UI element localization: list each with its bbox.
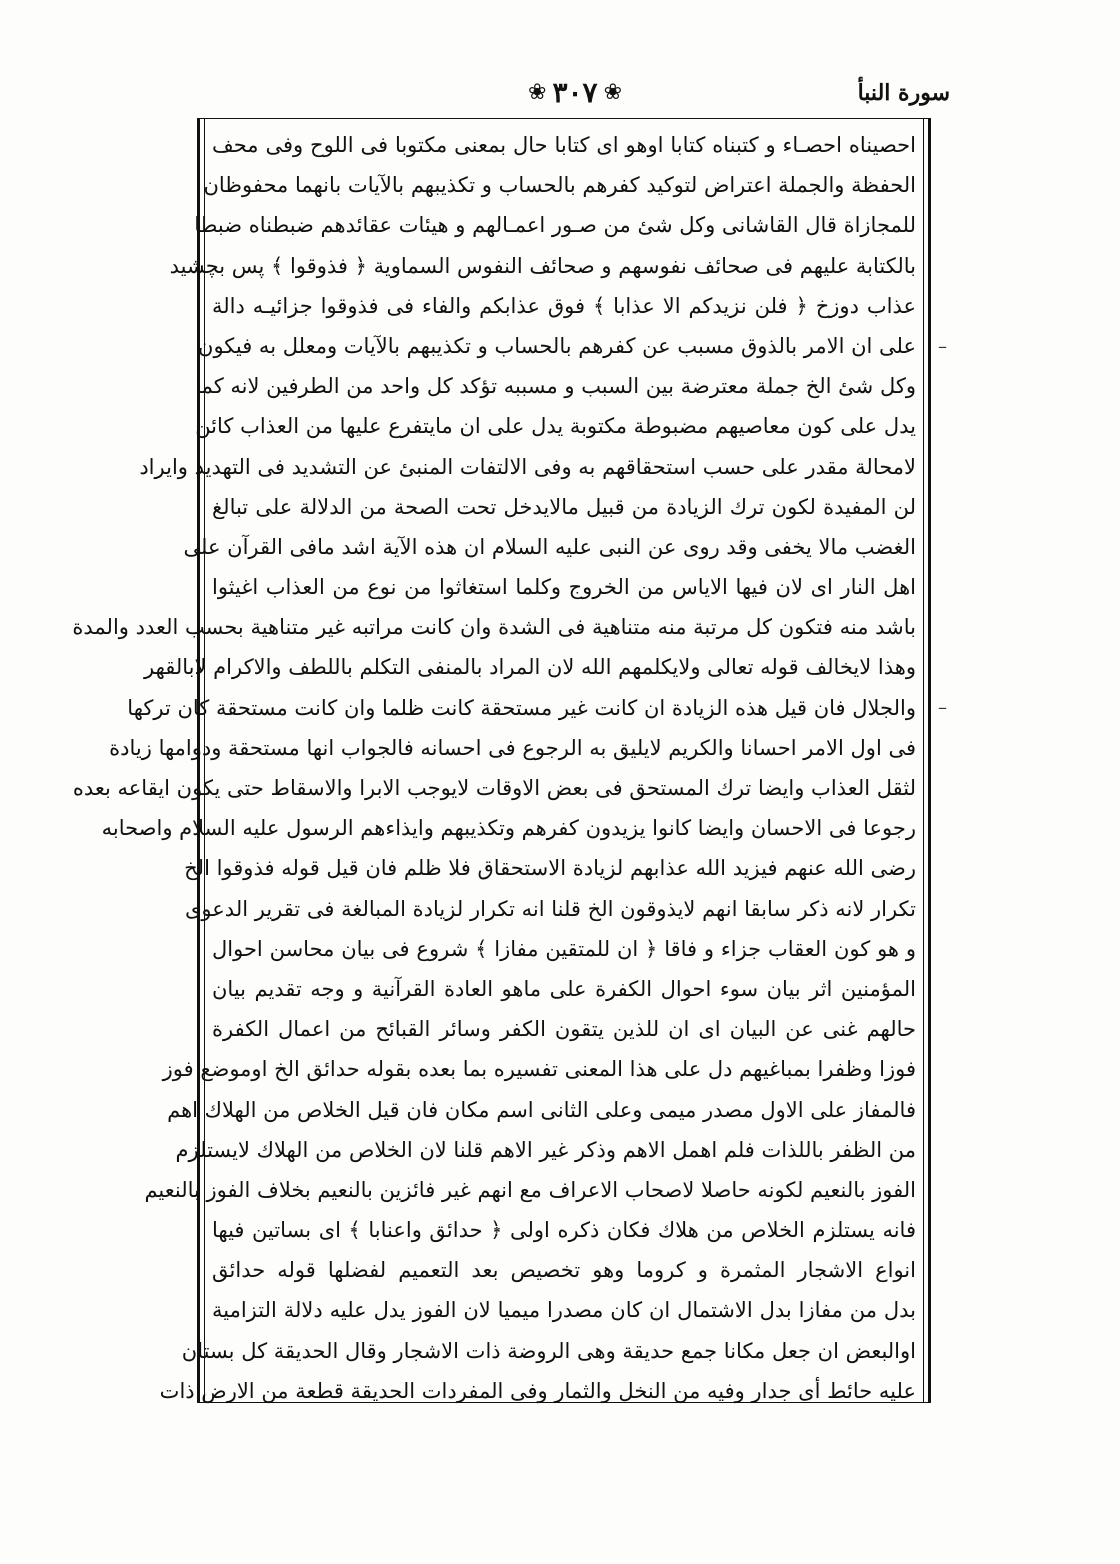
text-frame (72, 118, 931, 1403)
text-line: عليه حائط أى جدار وفيه من النخل والثمار وفى المفردات الحديقة قطعة من الارض ذات (159, 1378, 916, 1403)
text-line: بالكتابة عليهم فى صحائف نفوسهم و صحائف النفوس السماوية ﴿ فذوقوا ﴾ پس بچشيد (169, 253, 916, 278)
text-line: فوزا وظفرا بمباغيهم دل على هذا المعنى تفسيره بما بعده بقوله حدائق الخ اوموضع فوز (162, 1057, 916, 1082)
text-line: فى اول الامر احسانا والكريم لايليق به الرجوع فى احسانه فالجواب انها مستحقة ودوامها زيادة (109, 735, 916, 760)
text-line: الغضب مالا يخفى وقد روى عن النبى عليه السلام ان هذه الآية اشد مافى القرآن على (183, 534, 916, 559)
text-line: انواع الاشجار المثمرة و كروما وهو تخصيص بعد التعميم لفضلها قوله حدائق (212, 1258, 916, 1283)
margin-mark: – (938, 697, 947, 718)
margin-mark: – (938, 336, 947, 357)
text-line: رضى الله عنهم فيزيد الله عذابهم لزيادة الاستحقاق فلا ظلم فان قيل قوله فذوقوا الخ (184, 856, 916, 881)
text-line: لامحالة مقدر على حسب استحقاقهم به وفى الالتفات المنبئ عن التشديد فى التهديد وايراد (139, 454, 916, 479)
text-line: احصيناه احصـاء و كتبناه كتابا اوهو اى كتابا حال بمعنى مكتوبا فى اللوح وفى محف (212, 133, 916, 157)
ornament-right-icon: ❀ (603, 79, 622, 105)
text-line: عذاب دوزخ ﴿ فلن نزيدكم الا عذابا ﴾ فوق عذابكم والفاء فى فذوقوا جزائيـه دالة (212, 293, 916, 318)
text-line: والجلال فان قيل هذه الزيادة ان كانت غير مستحقة كانت ظلما وان كانت مستحقة كان تركها (127, 695, 916, 720)
body-text (72, 125, 916, 1411)
text-line: لن المفيدة لكون ترك الزيادة من قبيل مالايدخل تحت الصحة من الدلالة على تبالغ (212, 494, 916, 519)
page-number: ٣٠٧ (552, 75, 598, 109)
text-line: الفوز بالنعيم لكونه حاصلا لاصحاب الاعراف مع انهم غير فائزين بالنعيم بخلاف الفوز بالنعيم (144, 1177, 916, 1202)
text-line: للمجازاة قال القاشانى وكل شئ من صـور اعمـالهم و هيئات عقائدهم ضبطناه ضبطا (194, 213, 916, 238)
text-line: بدل من مفازا بدل الاشتمال ان كان مصدرا ميميا لان الفوز يدل عليه دلالة التزامية (212, 1298, 916, 1323)
text-line: لثقل العذاب وايضا ترك المستحق فى بعض الاوقات لايوجب الابرا والاسقاط حتى يكون ايقاعه بعده (72, 776, 916, 800)
text-line: وهذا لايخالف قوله تعالى ولايكلمهم الله لان المراد بالمنفى التكلم باللطف والاكرام لابالقهر (144, 655, 916, 680)
text-line: و هو كون العقاب جزاء و فاقا ﴿ ان للمتقين مفازا ﴾ شروع فى بيان محاسن احوال (212, 936, 916, 961)
text-line: على ان الامر بالذوق مسبب عن كفرهم بالحساب و تكذيبهم بالآيات ومعلل به فيكون (198, 333, 916, 358)
ornament-left-icon: ❀ (528, 79, 547, 105)
text-line: فالمفاز على الاول مصدر ميمى وعلى الثانى اسم مكان فان قيل الخلاص من الهلاك اهم (167, 1097, 916, 1122)
page-number-block (500, 74, 650, 110)
text-line: رجوعا فى الاحسان وايضا كانوا يزيدون كفرهم وتكذيبهم وايذاءهم الرسول عليه السلام واصحابه (101, 816, 916, 841)
surah-name: سورة النبأ (857, 80, 950, 106)
text-line: وكل شئ الخ جملة معترضة بين السبب و مسببه تؤكد كل واحد من الطرفين لانه كما (195, 374, 916, 399)
text-line: تكرار لانه ذكر سابقا انهم لايذوقون الخ قلنا انه تكرار لزيادة المبالغة فى تقرير الدعوى (184, 896, 916, 921)
text-line: باشد منه فتكون كل مرتبة منه متناهية فى الشدة وان كانت مراتبه غير متناهية بحسب العدد والمدة (72, 615, 916, 640)
text-line: من الظفر باللذات فلم اهمل الاهم وذكر غير الاهم قلنا لان الخلاص من الهلاك لايستلزم (175, 1137, 916, 1162)
text-line: فانه يستلزم الخلاص من هلاك فكان ذكره اولى ﴿ حدائق واعنابا ﴾ اى بساتين فيها (212, 1218, 916, 1243)
text-line: اوالبعض ان جعل مكانا جمع حديقة وهى الروضة ذات الاشجار وقال الحديقة كل بستان (181, 1338, 916, 1363)
text-line: الحفظة والجملة اعتراض لتوكيد كفرهم بالحساب و تكذيبهم بالآيات بانهما محفوظان (203, 173, 916, 198)
text-line: اهل النار اى لان فيها الاياس من الخروج وكلما استغاثوا من نوع من العذاب اغيثوا (212, 575, 916, 600)
text-line: يدل على كون معاصيهم مضبوطة مكتوبة يدل على ان مايتفرع عليها من العذاب كائن (195, 414, 916, 439)
page-header (180, 70, 950, 120)
text-line: حالهم غنى عن البيان اى ان للذين يتقون الكفر وسائر القبائح من اعمال الكفرة (212, 1017, 916, 1042)
text-line: المؤمنين اثر بيان سوء احوال الكفرة على ماهو العادة القرآنية و وجه تقديم بيان (212, 976, 916, 1001)
